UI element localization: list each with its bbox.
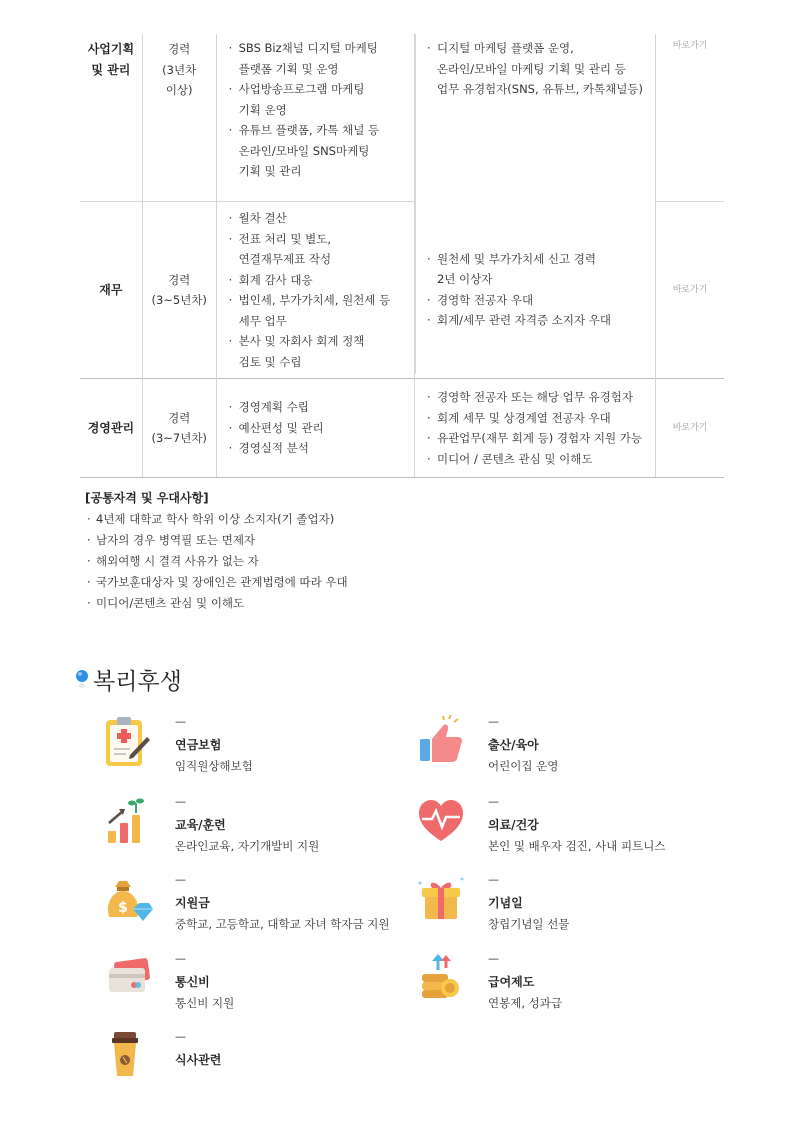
coffee-icon	[103, 1030, 153, 1084]
benefit-name: 출산/육아	[488, 738, 539, 752]
dash-mark: —	[488, 715, 499, 728]
benefits-title: 복리후생	[93, 668, 182, 695]
duty-text: 법인세, 부가가치세, 원천세 등 세무 업무	[238, 293, 391, 328]
exp-line: (3~5년차)	[151, 293, 207, 307]
quals-cell	[414, 34, 655, 202]
growth-chart-icon	[103, 795, 153, 849]
benefit-item	[416, 795, 716, 865]
list-item	[427, 449, 655, 470]
exp-line: 경력	[168, 272, 191, 287]
dash-mark: —	[175, 873, 186, 886]
list-item	[427, 310, 655, 331]
list-item: · 국가보훈대상자 및 장애인은 관계법령에 따라 우대	[87, 572, 348, 593]
benefit-desc: 창립기념일 선물	[488, 917, 570, 931]
apply-link-cell[interactable]	[656, 202, 724, 379]
list-item	[427, 408, 655, 429]
quals-cell	[414, 379, 655, 478]
common-requirements	[85, 488, 348, 614]
benefit-desc: 연봉제, 성과급	[488, 996, 562, 1010]
duties-list	[217, 397, 414, 459]
quals-list	[415, 249, 655, 331]
dash-mark: —	[175, 952, 186, 965]
list-item	[427, 387, 655, 408]
benefit-name: 지원금	[175, 896, 210, 910]
benefit-desc: 통신비 지원	[175, 996, 235, 1010]
table-row	[80, 202, 724, 379]
apply-link[interactable]: 바로가기	[672, 422, 708, 433]
dept-line: 사업기획	[87, 42, 135, 56]
duty-text: 유튜브 플랫폼, 카톡 채널 등 온라인/모바일 SNS마케팅 기획 및 관리	[238, 123, 380, 178]
benefit-name: 기념일	[488, 896, 523, 910]
list-item	[229, 229, 414, 270]
gift-icon	[416, 873, 466, 927]
quals-list	[415, 387, 655, 469]
benefit-item	[103, 795, 403, 865]
qual-text: 회계/세무 관련 자격증 소지자 우대	[436, 313, 611, 328]
list-item	[229, 438, 414, 459]
dept-line: 경영관리	[87, 420, 135, 435]
duties-cell	[216, 379, 414, 478]
exp-cell	[142, 34, 216, 202]
exp-line: 경력	[168, 410, 191, 425]
qual-text: 경영학 전공자 또는 해당 업무 유경험자	[436, 390, 633, 404]
list-item: · 해외여행 시 결격 사유가 없는 자	[87, 551, 348, 572]
dash-mark: —	[488, 795, 499, 808]
job-table	[80, 34, 724, 478]
benefit-item	[103, 952, 403, 1022]
dept-cell	[80, 202, 142, 379]
apply-link-cell[interactable]	[656, 379, 724, 478]
exp-line: (3년차	[162, 62, 197, 77]
dept-line: 재무	[99, 282, 123, 297]
benefits-heading	[75, 663, 182, 695]
benefit-item	[103, 715, 403, 785]
duty-text: 예산편성 및 관리	[238, 420, 324, 435]
heartbeat-icon	[416, 795, 466, 849]
dash-mark: —	[488, 873, 499, 886]
list-item: · 4년제 대학교 학사 학위 이상 소지자(기 졸업자)	[87, 509, 348, 530]
benefit-name: 식사관련	[175, 1053, 222, 1067]
dept-cell	[80, 34, 142, 202]
svg-text:$: $	[118, 900, 128, 916]
benefit-item	[103, 1030, 403, 1100]
dept-cell	[80, 379, 142, 478]
list-item	[427, 38, 655, 100]
pin-icon	[75, 669, 89, 689]
list-item	[229, 397, 414, 418]
quals-cell	[414, 202, 655, 379]
qual-text: 회계 세무 및 상경계열 전공자 우대	[436, 410, 611, 425]
benefit-name: 의료/건강	[488, 818, 539, 832]
benefit-name: 급여제도	[488, 975, 535, 989]
list-item	[229, 79, 414, 120]
list-item	[229, 270, 414, 291]
benefit-name: 연금보험	[175, 738, 222, 752]
benefit-desc: 어린이집 운영	[488, 759, 559, 773]
duty-text: SBS Biz채널 디지털 마케팅 플랫폼 기획 및 운영	[238, 41, 378, 76]
benefit-item	[416, 715, 716, 785]
duty-text: 경영계획 수립	[238, 400, 309, 415]
duties-cell	[216, 202, 414, 379]
table-row	[80, 34, 724, 202]
coins-icon	[416, 952, 466, 1006]
duties-list	[217, 38, 414, 182]
money-bag-icon	[103, 873, 153, 927]
common-title: [공통자격 및 우대사항]	[85, 491, 209, 505]
benefit-desc: 중학교, 고등학교, 대학교 자녀 학자금 지원	[175, 917, 390, 931]
qual-text: 미디어 / 콘텐츠 관심 및 이해도	[436, 451, 593, 466]
list-item	[229, 290, 414, 331]
qual-text: 유관업무(재무 회계 등) 경험자 지원 가능	[436, 431, 642, 445]
dash-mark: —	[175, 715, 186, 728]
thumbs-up-icon	[416, 715, 466, 769]
clipboard-icon	[103, 715, 153, 769]
dash-mark: —	[175, 1030, 186, 1043]
duties-list	[217, 208, 414, 372]
list-item	[229, 38, 414, 79]
exp-line: 경력	[168, 42, 191, 56]
duty-text: 경영실적 분석	[238, 441, 309, 456]
apply-link-cell[interactable]	[656, 34, 724, 202]
exp-cell	[142, 379, 216, 478]
benefit-desc: 임직원상해보험	[175, 759, 253, 773]
duty-text: 회계 감사 대응	[238, 272, 313, 287]
list-item: · 미디어/콘텐츠 관심 및 이해도	[87, 593, 348, 614]
common-list	[85, 509, 348, 614]
duty-text: 전표 처리 및 별도, 연결재무제표 작성	[238, 231, 332, 266]
quals-list	[415, 38, 655, 100]
benefit-name: 통신비	[175, 975, 210, 989]
list-item	[427, 249, 655, 290]
dash-mark: —	[488, 952, 499, 965]
list-item	[229, 208, 414, 229]
exp-cell	[142, 202, 216, 379]
duty-text: 월차 결산	[238, 211, 287, 225]
list-item	[229, 120, 414, 182]
duty-text: 본사 및 자회사 회계 정책 검토 및 수립	[238, 334, 365, 369]
exp-line: 이상)	[165, 83, 193, 97]
benefit-item	[103, 873, 403, 943]
benefit-item	[416, 873, 716, 943]
list-item	[229, 331, 414, 372]
list-item	[427, 290, 655, 311]
list-item: · 남자의 경우 병역필 또는 면제자	[87, 530, 348, 551]
benefit-item	[416, 952, 716, 1022]
qual-text: 디지털 마케팅 플랫폼 운영, 온라인/모바일 마케팅 기획 및 관리 등 업무 유경험자(SNS, 유튜브, 카톡채널등)	[436, 41, 643, 96]
qual-text: 원천세 및 부가가치세 신고 경력 2년 이상자	[436, 251, 597, 287]
dash-mark: —	[175, 795, 186, 808]
list-item	[229, 418, 414, 439]
duties-cell	[216, 34, 414, 202]
qual-text: 경영학 전공자 우대	[436, 292, 534, 307]
table-row	[80, 379, 724, 478]
apply-link[interactable]: 바로가기	[672, 284, 708, 295]
duty-text: 사업방송프로그램 마케팅 기획 운영	[238, 82, 365, 117]
apply-link[interactable]: 바로가기	[672, 41, 708, 51]
dept-line: 및 관리	[91, 62, 131, 77]
cards-icon	[103, 952, 153, 1006]
list-item	[427, 428, 655, 449]
exp-line: (3~7년차)	[151, 431, 207, 445]
benefit-desc: 본인 및 배우자 검진, 사내 피트니스	[488, 839, 666, 853]
benefit-desc: 온라인교육, 자기개발비 지원	[175, 839, 320, 853]
benefit-name: 교육/훈련	[175, 818, 226, 832]
